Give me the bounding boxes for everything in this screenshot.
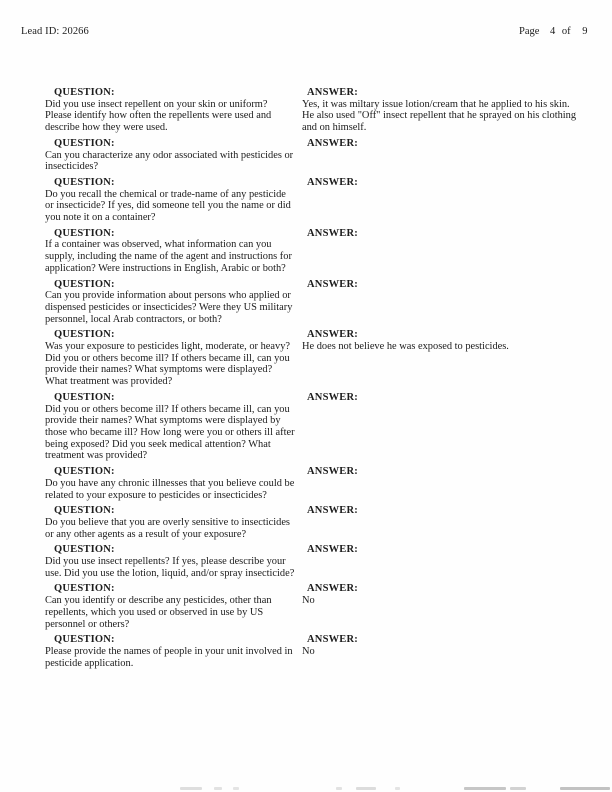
- lead-id-label: Lead ID: 20266: [21, 26, 89, 37]
- question-label: QUESTION:: [54, 137, 115, 149]
- answer-label: ANSWER:: [307, 329, 358, 341]
- answer-label: ANSWER:: [307, 505, 358, 517]
- answer-cell: [302, 279, 583, 326]
- scan-artifact: [356, 787, 376, 790]
- question-text: Do you believe that you are overly sensitive to insecticides or any other agents as a result of your exposure?: [45, 516, 290, 540]
- qa-row: [45, 138, 583, 173]
- question-cell: [45, 87, 295, 134]
- qa-row: [45, 634, 583, 669]
- question-text: Did you use insect repellent on your skin or uniform? Please identify how often the repellents were used and describe how they were used.: [45, 98, 272, 134]
- answer-text: Yes, it was miltary issue lotion/cream that he applied to his skin. He also used "Off" insect repellent that he sprayed on his clothing and on himself.: [302, 98, 577, 134]
- answer-label: ANSWER:: [307, 583, 358, 595]
- answer-cell: [302, 505, 583, 540]
- question-cell: [45, 544, 295, 579]
- qa-row: [45, 279, 583, 326]
- question-text: Can you characterize any odor associated with pesticides or insecticides?: [45, 149, 294, 173]
- question-text: Can you identify or describe any pesticides, other than repellents, which you used or observed in use by US personnel or others?: [45, 595, 272, 630]
- answer-label: ANSWER:: [307, 227, 358, 239]
- answer-label: ANSWER:: [307, 634, 358, 646]
- question-cell: [45, 138, 295, 173]
- scan-artifact: [510, 787, 526, 790]
- question-text: Was your exposure to pesticides light, moderate, or heavy? Did you or others become ill? If others became ill, can you provide their names? What symptoms were displayed? What treatment was provided?: [45, 341, 291, 388]
- page-number: 4: [550, 26, 556, 37]
- of-word: of: [561, 26, 571, 37]
- answer-cell: [302, 583, 583, 630]
- answer-label: ANSWER:: [307, 137, 358, 149]
- scan-artifact: [560, 787, 610, 790]
- question-text: Did you or others become ill? If others became ill, can you provide their names? What symptoms were displayed by those who became ill? How long were you or others ill after being exposed? Did you seek medical attention? What treatment was provided?: [45, 403, 295, 462]
- scan-artifact: [336, 787, 342, 790]
- scan-artifact: [180, 787, 202, 790]
- answer-text: No: [302, 595, 315, 607]
- answer-label: ANSWER:: [307, 176, 358, 188]
- question-cell: [45, 279, 295, 326]
- question-cell: [45, 392, 295, 462]
- qa-list: [45, 87, 583, 673]
- question-label: QUESTION:: [54, 505, 115, 517]
- scan-artifact-strip: [0, 785, 612, 792]
- answer-cell: [302, 544, 583, 579]
- question-label: QUESTION:: [54, 176, 115, 188]
- answer-label: ANSWER:: [307, 87, 358, 98]
- qa-row: [45, 505, 583, 540]
- qa-row: [45, 329, 583, 388]
- question-cell: [45, 228, 295, 275]
- question-label: QUESTION:: [54, 329, 115, 341]
- question-text: Please provide the names of people in your unit involved in pesticide application.: [45, 645, 293, 669]
- question-cell: [45, 634, 295, 669]
- page-word: Page: [519, 26, 540, 37]
- answer-cell: [302, 634, 583, 669]
- qa-row: [45, 466, 583, 501]
- answer-label: ANSWER:: [307, 466, 358, 478]
- question-text: Do you have any chronic illnesses that you believe could be related to your exposure to pesticides or insecticides?: [45, 477, 295, 501]
- qa-row: [45, 228, 583, 275]
- answer-cell: [302, 466, 583, 501]
- qa-row: [45, 544, 583, 579]
- answer-cell: [302, 177, 583, 224]
- answer-label: ANSWER:: [307, 278, 358, 290]
- question-text: If a container was observed, what information can you supply, including the name of the agent and instructions for application? Were instructions in English, Arabic or both?: [45, 239, 292, 274]
- question-text: Did you use insect repellents? If yes, please describe your use. Did you use the lotion, liquid, and/or spray insecticide?: [45, 556, 295, 579]
- question-cell: [45, 177, 295, 224]
- question-label: QUESTION:: [54, 583, 115, 595]
- question-label: QUESTION:: [54, 87, 115, 98]
- scan-artifact: [395, 787, 400, 790]
- answer-cell: [302, 138, 583, 173]
- answer-text: He does not believe he was exposed to pesticides.: [302, 341, 509, 353]
- answer-label: ANSWER:: [307, 544, 358, 556]
- question-label: QUESTION:: [54, 227, 115, 239]
- scan-artifact: [233, 787, 239, 790]
- question-cell: [45, 505, 295, 540]
- scan-artifact: [464, 787, 506, 790]
- question-cell: [45, 466, 295, 501]
- question-label: QUESTION:: [54, 634, 115, 646]
- answer-text: No: [302, 645, 315, 657]
- question-label: QUESTION:: [54, 544, 115, 556]
- question-text: Can you provide information about persons who applied or dispensed pesticides or insecticides? Were they US military personnel, local Arab contractors, or both?: [45, 290, 293, 325]
- answer-cell: [302, 228, 583, 275]
- qa-row: [45, 87, 583, 134]
- question-label: QUESTION:: [54, 466, 115, 478]
- answer-cell: [302, 87, 583, 134]
- question-text: Do you recall the chemical or trade-name of any pesticide or insecticide? If yes, did someone tell you the name or did you note it on a container?: [45, 188, 291, 224]
- page-number-indicator: [519, 26, 588, 37]
- answer-cell: [302, 392, 583, 462]
- question-cell: [45, 329, 295, 388]
- qa-row: [45, 583, 583, 630]
- question-label: QUESTION:: [54, 278, 115, 290]
- question-cell: [45, 583, 295, 630]
- qa-row: [45, 392, 583, 462]
- scan-artifact: [214, 787, 222, 790]
- page-total: 9: [582, 26, 588, 37]
- answer-cell: [302, 329, 583, 388]
- answer-label: ANSWER:: [307, 391, 358, 403]
- question-label: QUESTION:: [54, 391, 115, 403]
- qa-row: [45, 177, 583, 224]
